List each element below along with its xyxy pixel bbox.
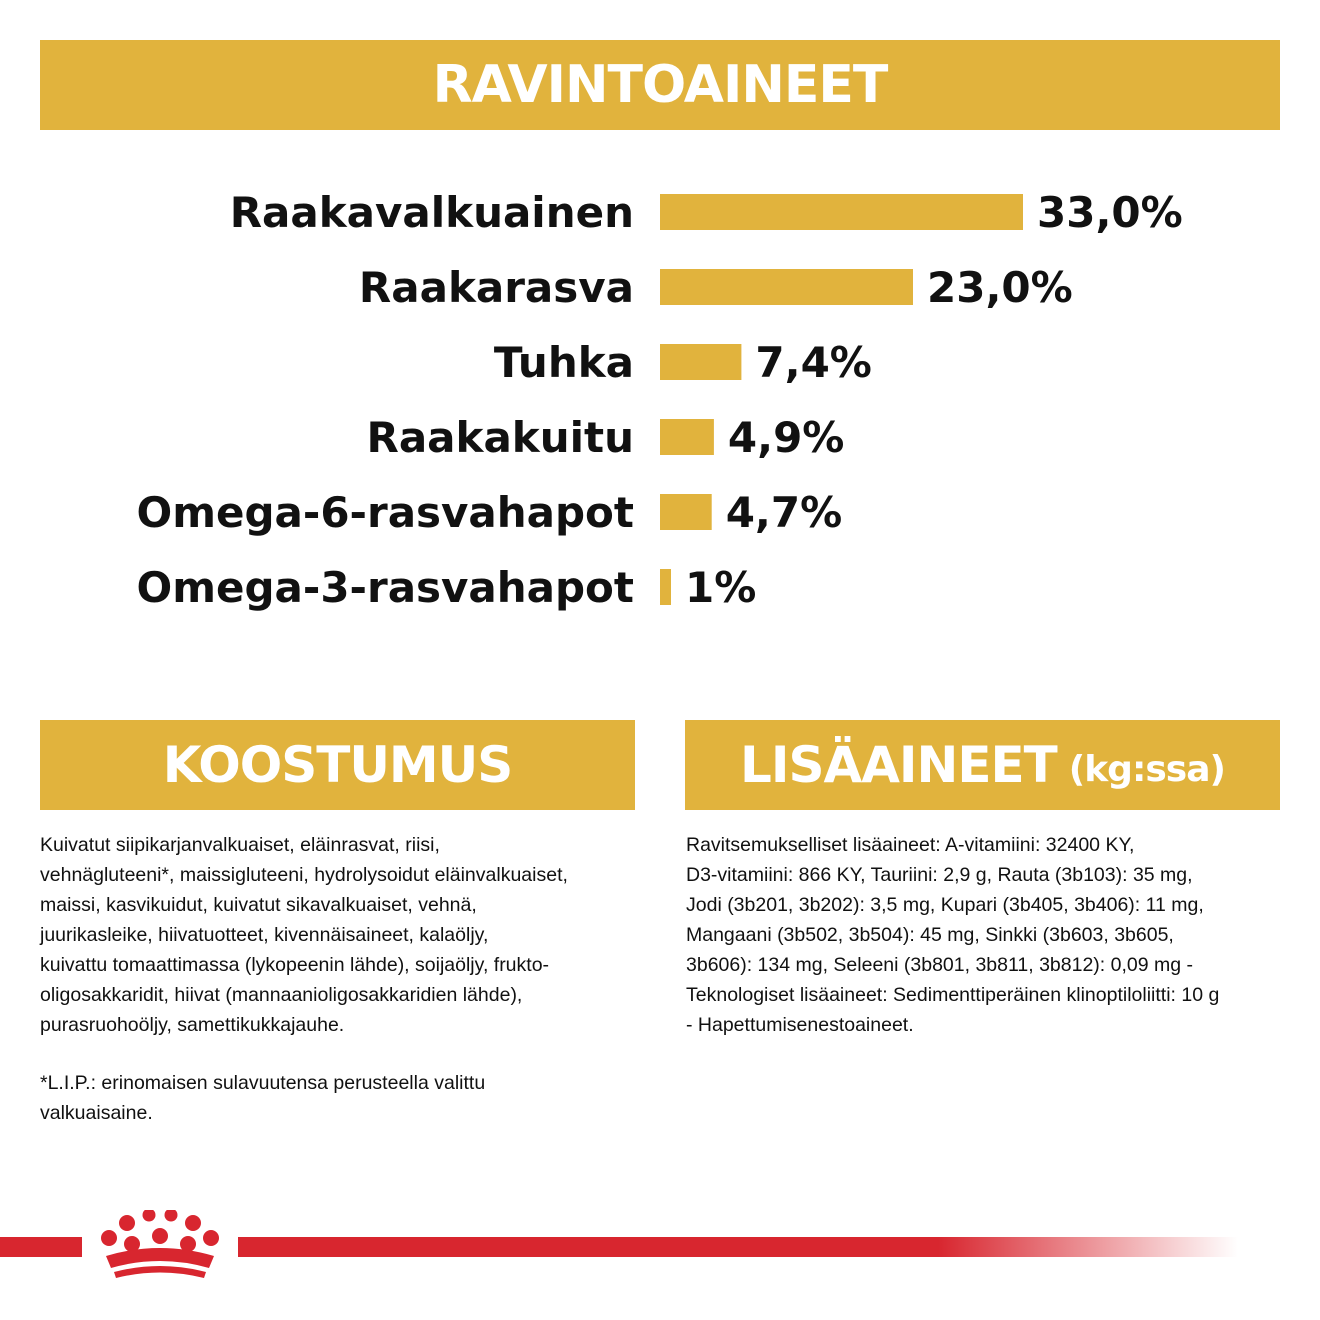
- nutrient-label: Raakavalkuainen: [229, 188, 634, 237]
- nutrients-header: [40, 40, 1280, 130]
- additives-line: Teknologiset lisäaineet: Sedimenttiperäinen klinoptiloliitti: 10 g: [686, 984, 1220, 1006]
- nutrient-value-label: 4,7%: [725, 488, 843, 537]
- nutrient-label: Raakakuitu: [366, 413, 634, 462]
- footer-red-line-left: [0, 1237, 82, 1257]
- composition-line: oligosakkaridit, hiivat (mannaanioligosakkaridien lähde),: [40, 984, 523, 1006]
- additives-line: Jodi (3b201, 3b202): 3,5 mg, Kupari (3b405, 3b406): 11 mg,: [686, 894, 1204, 916]
- additives-text: [686, 830, 1286, 1040]
- composition-text: [40, 830, 640, 1040]
- nutrient-bar: [660, 569, 671, 605]
- nutrient-value-label: 23,0%: [927, 263, 1073, 312]
- additives-line: Ravitsemukselliset lisäaineet: A-vitamiini: 32400 KY,: [686, 834, 1135, 856]
- nutrient-label: Tuhka: [493, 338, 634, 387]
- footnote-line: valkuaisaine.: [40, 1102, 153, 1124]
- nutrient-bar: [660, 344, 741, 380]
- additives-line: D3-vitamiini: 866 KY, Tauriini: 2,9 g, Rauta (3b103): 35 mg,: [686, 864, 1193, 886]
- composition-line: juurikasleike, hiivatuotteet, kivennäisaineet, kalaöljy,: [40, 924, 489, 946]
- nutrient-value-label: 4,9%: [727, 413, 845, 462]
- nutrient-label: Omega-6-rasvahapot: [136, 488, 634, 537]
- composition-title: KOOSTUMUS: [162, 736, 513, 794]
- nutrient-bar: [660, 494, 712, 530]
- nutrients-title: RAVINTOAINEET: [432, 55, 888, 115]
- nutrient-value-label: 7,4%: [755, 338, 872, 387]
- nutrient-value-label: 1%: [685, 563, 757, 612]
- nutrients-chart: [0, 170, 1320, 630]
- composition-line: vehnägluteeni*, maissigluteeni, hydrolysoidut eläinvalkuaiset,: [40, 864, 568, 886]
- additives-title: LISÄAINEET: [740, 736, 1057, 794]
- nutrient-bar: [660, 419, 714, 455]
- composition-header: [40, 720, 635, 810]
- composition-line: Kuivatut siipikarjanvalkuaiset, eläinrasvat, riisi,: [40, 834, 440, 856]
- footnote-line: *L.I.P.: erinomaisen sulavuutensa perusteella valittu: [40, 1072, 486, 1094]
- royal-canin-crown-icon: [92, 1210, 228, 1282]
- footer-red-line-right: [238, 1237, 1238, 1257]
- additives-line: Mangaani (3b502, 3b504): 45 mg, Sinkki (3b603, 3b605,: [686, 924, 1174, 946]
- additives-header: [685, 720, 1280, 810]
- nutrient-value-label: 33,0%: [1037, 188, 1183, 237]
- nutrient-label: Raakarasva: [358, 263, 634, 312]
- additives-line: - Hapettumisenestoaineet.: [686, 1014, 914, 1036]
- nutrient-bar: [660, 269, 913, 305]
- additives-subtitle: (kg:ssa): [1068, 748, 1225, 790]
- composition-footnote: [40, 1068, 640, 1128]
- composition-line: maissi, kasvikuidut, kuivatut sikavalkuaiset, vehnä,: [40, 894, 477, 916]
- nutrient-bar: [660, 194, 1023, 230]
- nutrient-label: Omega-3-rasvahapot: [136, 563, 634, 612]
- composition-line: purasruohoöljy, samettikukkajauhe.: [40, 1014, 345, 1036]
- additives-line: 3b606): 134 mg, Seleeni (3b801, 3b811, 3b812): 0,09 mg -: [686, 954, 1193, 976]
- composition-line: kuivattu tomaattimassa (lykopeenin lähde), soijaöljy, frukto-: [40, 954, 550, 976]
